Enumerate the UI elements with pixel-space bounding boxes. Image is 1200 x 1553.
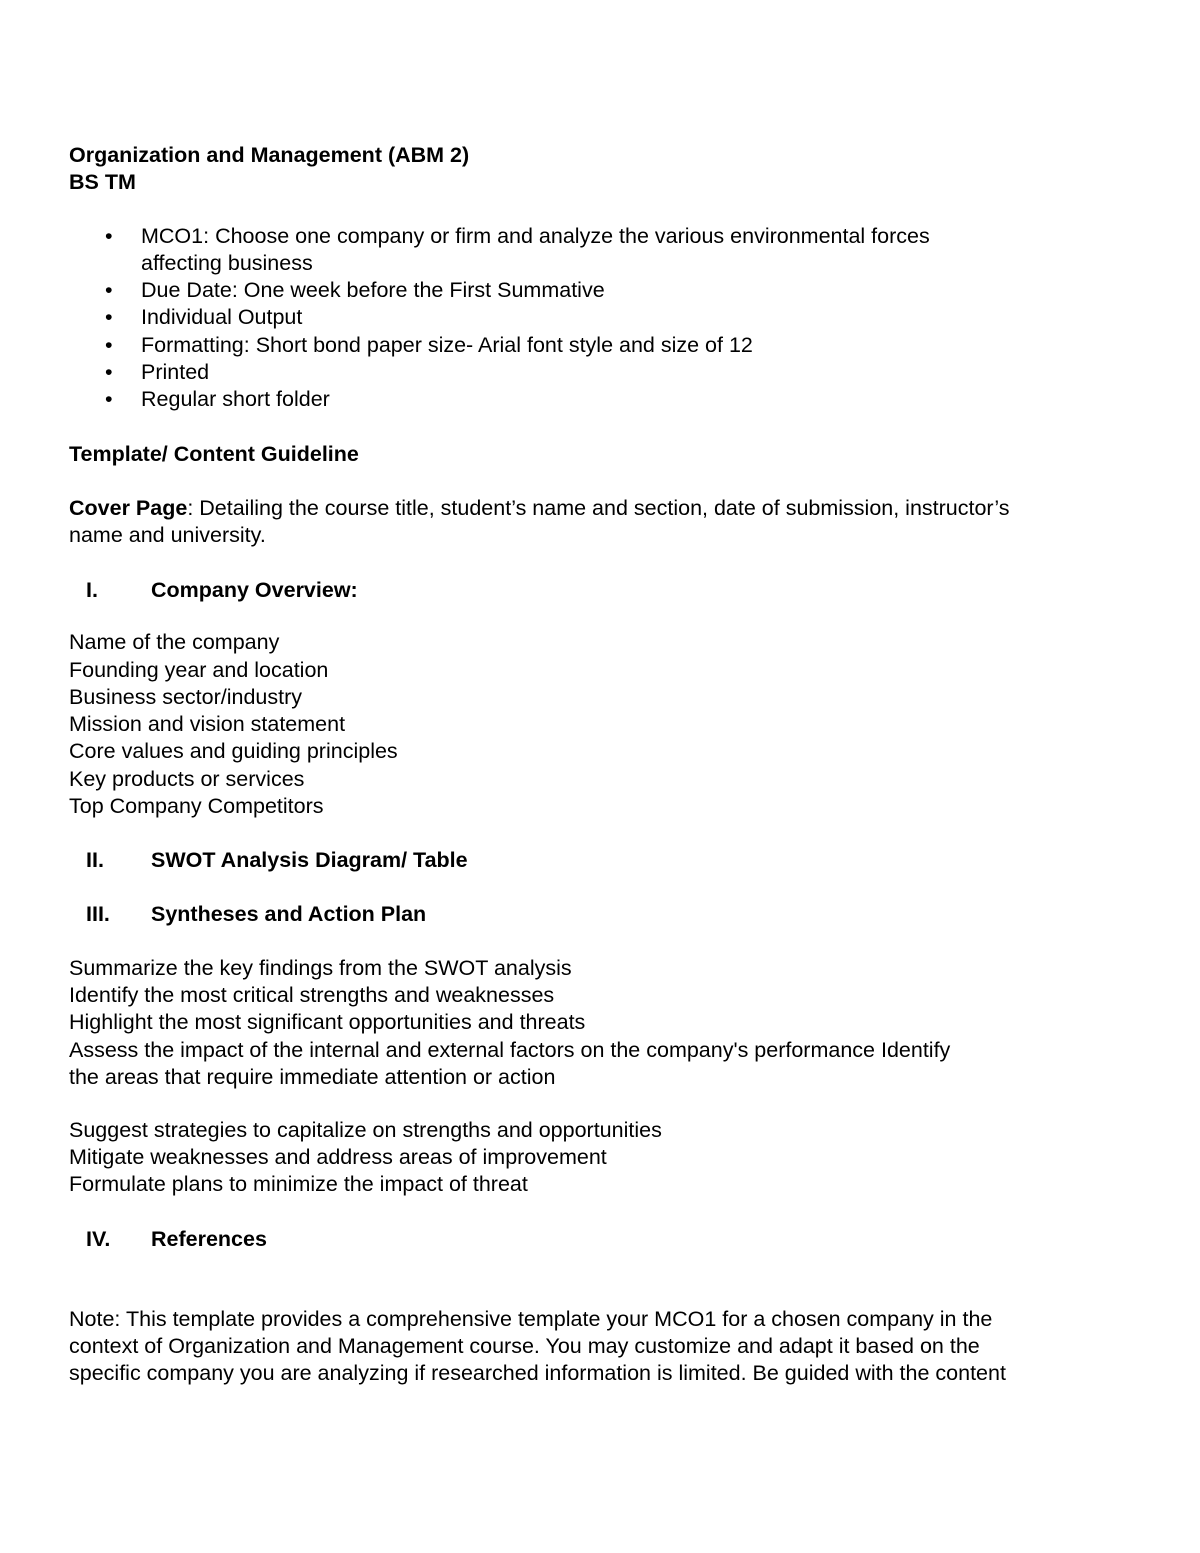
section-title-references: References (151, 1227, 267, 1251)
note-line: Note: This template provides a comprehensive template your MCO1 for a chosen company in the (69, 1307, 993, 1331)
bullet-icon: • (105, 360, 113, 384)
section-number: III. (86, 902, 110, 926)
list-item: Summarize the key findings from the SWOT analysis (69, 956, 572, 980)
bullet-icon: • (105, 387, 113, 411)
cover-page-text-continuation: name and university. (69, 523, 266, 547)
cover-page-label: Cover Page (69, 496, 188, 520)
course-title: Organization and Management (ABM 2) (69, 143, 470, 167)
list-item: Key products or services (69, 767, 305, 791)
list-item: Name of the company (69, 630, 280, 654)
list-item: Individual Output (141, 305, 303, 329)
bullet-icon: • (105, 278, 113, 302)
list-item: Printed (141, 360, 210, 384)
list-item: Suggest strategies to capitalize on strengths and opportunities (69, 1118, 662, 1142)
note-line: context of Organization and Management course. You may customize and adapt it based on the (69, 1334, 980, 1358)
section-number: II. (86, 848, 104, 872)
list-item: Mission and vision statement (69, 712, 346, 736)
list-item: Formatting: Short bond paper size- Arial font style and size of 12 (141, 333, 753, 357)
list-item: Regular short folder (141, 387, 330, 411)
program-label: BS TM (69, 170, 136, 194)
section-number: IV. (86, 1227, 111, 1251)
list-item: Due Date: One week before the First Summative (141, 278, 605, 302)
section-title-swot: SWOT Analysis Diagram/ Table (151, 848, 468, 872)
list-item-continuation: affecting business (141, 251, 313, 275)
bullet-icon: • (105, 224, 113, 248)
section-title-syntheses: Syntheses and Action Plan (151, 902, 427, 926)
bullet-icon: • (105, 333, 113, 357)
list-item: Assess the impact of the internal and external factors on the company's performance Identify (69, 1038, 951, 1062)
cover-page-line (69, 495, 1010, 522)
list-item: MCO1: Choose one company or firm and analyze the various environmental forces (141, 224, 930, 248)
cover-page-text: : Detailing the course title, student’s name and section, date of submission, instructor’s (187, 496, 1010, 520)
note-line: specific company you are analyzing if researched information is limited. Be guided with the content (69, 1361, 1006, 1385)
list-item: Identify the most critical strengths and weaknesses (69, 983, 555, 1007)
list-item: Core values and guiding principles (69, 739, 398, 763)
list-item: Mitigate weaknesses and address areas of improvement (69, 1145, 607, 1169)
list-item: Formulate plans to minimize the impact of threat (69, 1172, 528, 1196)
list-item: Top Company Competitors (69, 794, 324, 818)
list-item: Business sector/industry (69, 685, 303, 709)
list-item-continuation: the areas that require immediate attention or action (69, 1065, 556, 1089)
bullet-icon: • (105, 305, 113, 329)
list-item: Founding year and location (69, 658, 329, 682)
section-title-company-overview: Company Overview: (151, 578, 358, 602)
section-number: I. (86, 578, 98, 602)
template-heading: Template/ Content Guideline (69, 442, 359, 466)
list-item: Highlight the most significant opportunities and threats (69, 1010, 586, 1034)
